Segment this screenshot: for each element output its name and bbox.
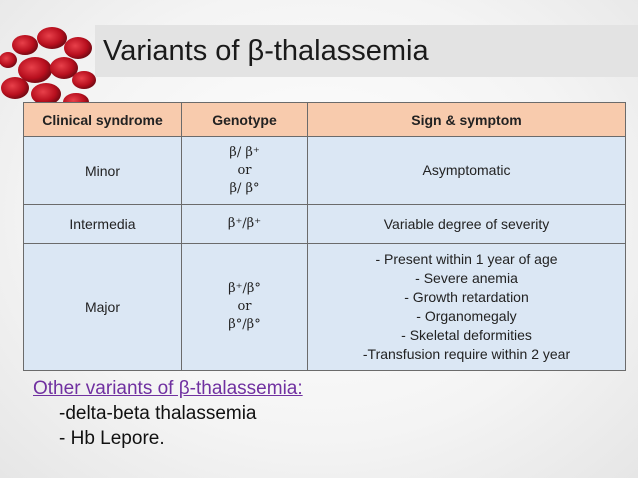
genotype-line: β⁺/β° [228, 281, 261, 296]
syndrome-cell: Major [24, 244, 182, 371]
table-row [24, 137, 626, 205]
syndrome-cell: Minor [24, 137, 182, 205]
variants-table [23, 102, 626, 371]
table-header-row [24, 103, 626, 137]
other-variant-item: -delta-beta thalassemia [59, 403, 257, 424]
genotype-line: or [237, 299, 252, 314]
column-header-symptoms: Sign & symptom [308, 103, 626, 137]
symptom-cell [308, 137, 626, 205]
page-title: Variants of β-thalassemia [103, 35, 429, 67]
syndrome-cell: Intermedia [24, 205, 182, 244]
table-row [24, 244, 626, 371]
symptom-line: - Severe anemia [415, 270, 518, 286]
symptom-line: - Organomegaly [416, 308, 517, 324]
column-header-syndrome: Clinical syndrome [24, 103, 182, 137]
symptom-line: - Growth retardation [404, 289, 529, 305]
genotype-line: β°/β° [228, 317, 261, 332]
other-variant-item: - Hb Lepore. [59, 428, 165, 449]
symptom-line: Asymptomatic [422, 162, 511, 178]
symptom-line: Variable degree of severity [383, 215, 550, 232]
genotype-cell [182, 205, 308, 244]
genotype-line: β/ β⁺ [229, 144, 260, 160]
symptom-line: - Present within 1 year of age [375, 251, 558, 267]
other-variants-heading: Other variants of β-thalassemia: [33, 378, 303, 399]
genotype-cell [182, 137, 308, 205]
table-row [24, 205, 626, 244]
symptom-cell [308, 205, 626, 244]
genotype-line: β⁺/β⁺ [227, 216, 262, 231]
genotype-line: or [237, 162, 252, 178]
genotype-line: β/ β° [229, 180, 260, 196]
symptom-line: - Skeletal deformities [401, 327, 532, 343]
column-header-genotype: Genotype [182, 103, 308, 137]
symptom-cell [308, 244, 626, 371]
symptom-line: -Transfusion require within 2 year [362, 346, 571, 362]
genotype-cell [182, 244, 308, 371]
